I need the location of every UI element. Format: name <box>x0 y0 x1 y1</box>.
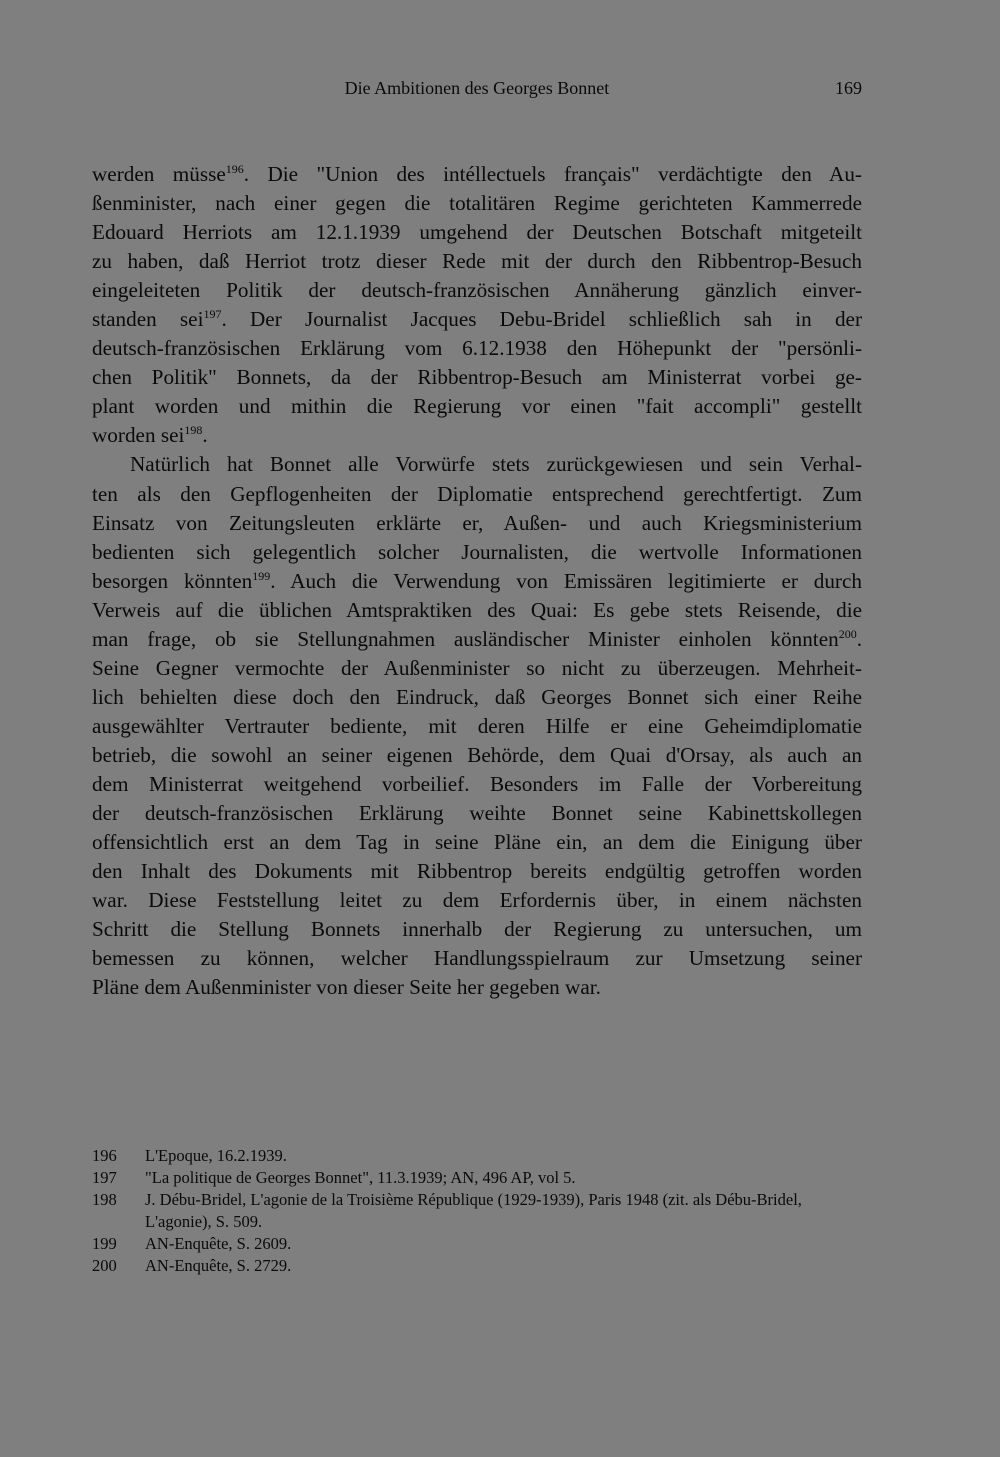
text-line: worden sei$^{198}$. <box>92 423 208 448</box>
text-line: Verweis auf die üblichen Amtspraktiken des Quai: Es gebe stets Reisende, die <box>92 597 862 622</box>
footnote-text: "La politique de Georges Bonnet", 11.3.1939; AN, 496 AP, vol 5. <box>145 1168 576 1187</box>
text-line: chen Politik" Bonnets, da der Ribbentrop-Besuch am Ministerrat vorbei ge- <box>92 365 862 390</box>
footnote-199 <box>92 1233 862 1255</box>
text-line: plant worden und mithin die Regierung vor einen "fait accompli" gestellt <box>92 394 862 419</box>
running-head-title: Die Ambitionen des Georges Bonnet <box>344 78 610 98</box>
text-line: Natürlich hat Bonnet alle Vorwürfe stets zurückgewiesen und sein Verhal- <box>130 452 862 477</box>
paragraph-1 <box>92 160 862 450</box>
footnote-number: 199 <box>92 1234 117 1253</box>
footnote-ref: 198 <box>184 423 203 438</box>
text-line: ausgewählter Vertrauter bediente, mit deren Hilfe er eine Geheimdiplomatie <box>92 713 862 738</box>
footnote-196 <box>92 1145 862 1167</box>
footnotes <box>92 1145 862 1277</box>
text-line: offensichtlich erst an dem Tag in seine Pläne ein, an dem die Einigung über <box>92 830 862 855</box>
page-number: 169 <box>835 78 862 98</box>
text-line: Einsatz von Zeitungsleuten erklärte er, Außen- und auch Kriegsministerium <box>92 510 862 535</box>
footnote-text: L'Epoque, 16.2.1939. <box>145 1146 287 1165</box>
footnote-text: AN-Enquête, S. 2609. <box>145 1234 292 1253</box>
footnote-198 <box>92 1189 862 1233</box>
footnote-ref: 199 <box>252 568 271 583</box>
text-line: deutsch-französischen Erklärung vom 6.12.1938 den Höhepunkt der "persönli- <box>92 336 862 361</box>
footnote-number: 197 <box>92 1168 117 1187</box>
running-head <box>92 78 862 102</box>
footnote-number: 196 <box>92 1146 117 1165</box>
text-line: betrieb, die sowohl an seiner eigenen Behörde, dem Quai d'Orsay, als auch an <box>92 742 862 767</box>
footnote-ref: 200 <box>838 626 857 641</box>
text-line: eingeleiteten Politik der deutsch-französischen Annäherung gänzlich einver- <box>92 278 862 303</box>
footnote-text: J. Débu-Bridel, L'agonie de la Troisième République (1929-1939), Paris 1948 (zit. als Débu-Bridel, L'agonie), S. 509. <box>145 1190 802 1231</box>
text-line: Pläne dem Außenminister von dieser Seite her gegeben war. <box>92 975 601 1000</box>
footnote-number: 198 <box>92 1190 117 1209</box>
text-line: standen sei$^{197}$. Der Journalist Jacques Debu-Bridel schließlich sah in der <box>92 307 862 332</box>
footnote-197 <box>92 1167 862 1189</box>
footnote-number: 200 <box>92 1256 117 1275</box>
text-line: lich behielten diese doch den Eindruck, daß Georges Bonnet sich einer Reihe <box>92 684 862 709</box>
text-line: Seine Gegner vermochte der Außenminister so nicht zu überzeugen. Mehrheit- <box>92 655 862 680</box>
text-line: der deutsch-französischen Erklärung weihte Bonnet seine Kabinettskollegen <box>92 801 862 826</box>
text-line: Edouard Herriots am 12.1.1939 umgehend der Deutschen Botschaft mitgeteilt <box>92 220 862 245</box>
text-line: besorgen könnten$^{199}$. Auch die Verwendung von Emissären legitimierte er durch <box>92 568 862 593</box>
body-text <box>92 160 862 1002</box>
footnote-200 <box>92 1255 862 1277</box>
text-line: werden müsse$^{196}$. Die "Union des intéllectuels français" verdächtigte den Au- <box>92 162 862 186</box>
footnote-text: AN-Enquête, S. 2729. <box>145 1256 292 1275</box>
footnote-ref: 197 <box>203 307 222 322</box>
text-line: bedienten sich gelegentlich solcher Journalisten, die wertvolle Informationen <box>92 539 862 564</box>
text-line: man frage, ob sie Stellungnahmen ausländischer Minister einholen könnten$^{200}$. <box>92 626 862 651</box>
text-line: den Inhalt des Dokuments mit Ribbentrop bereits endgültig getroffen worden <box>92 859 862 884</box>
text-line: ßenminister, nach einer gegen die totalitären Regime gerichteten Kammerrede <box>92 191 862 216</box>
text-line: war. Diese Feststellung leitet zu dem Erfordernis über, in einem nächsten <box>92 888 862 913</box>
text-line: ten als den Gepflogenheiten der Diplomatie entsprechend gerechtfertigt. Zum <box>92 481 862 506</box>
footnote-ref: 196 <box>225 162 244 176</box>
paragraph-2 <box>92 450 862 1002</box>
text-line: bemessen zu können, welcher Handlungsspielraum zur Umsetzung seiner <box>92 946 862 971</box>
text-line: dem Ministerrat weitgehend vorbeilief. Besonders im Falle der Vorbereitung <box>92 771 862 796</box>
text-line: Schritt die Stellung Bonnets innerhalb der Regierung zu untersuchen, um <box>92 917 862 942</box>
text-line: zu haben, daß Herriot trotz dieser Rede mit der durch den Ribbentrop-Besuch <box>92 249 862 274</box>
